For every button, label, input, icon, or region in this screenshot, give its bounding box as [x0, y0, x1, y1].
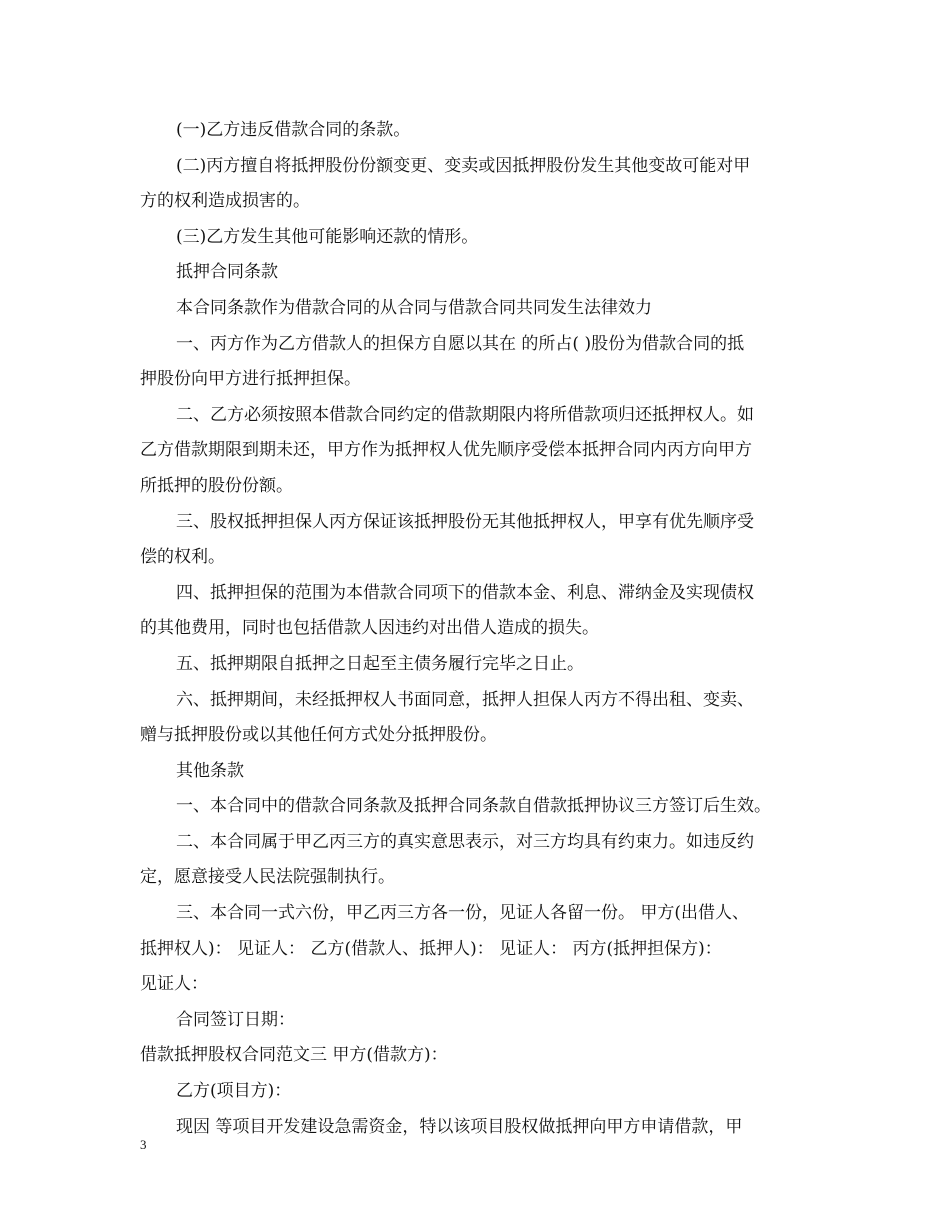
text-line: 押股份向甲方进行抵押担保。	[140, 369, 361, 390]
text-line: 定，愿意接受人民法院强制执行。	[140, 867, 395, 888]
text-line: 乙方借款期限到期未还，甲方作为抵押权人优先顺序受偿本抵押合同内丙方向甲方	[140, 440, 752, 461]
text-line: 所抵押的股份份额。	[140, 475, 293, 496]
text-line: (一)乙方违反借款合同的条款。	[176, 120, 411, 140]
text-line: 乙方(项目方)：	[176, 1081, 292, 1102]
text-line: 三、股权抵押担保人丙方保证该抵押股份无其他抵押权人，甲享有优先顺序受	[176, 511, 754, 532]
text-line: 本合同条款作为借款合同的从合同与借款合同共同发生法律效力	[176, 297, 652, 318]
text-line: 三、本合同一式六份，甲乙丙三方各一份，见证人各留一份。 甲方(出借人、	[176, 903, 750, 924]
text-line: 四、抵押担保的范围为本借款合同项下的借款本金、利息、滞纳金及实现债权	[176, 582, 754, 603]
page-number: 3	[140, 1137, 147, 1152]
text-line: 借款抵押股权合同范文三 甲方(借款方)：	[140, 1045, 448, 1066]
text-line: 的其他费用，同时也包括借款人因违约对出借人造成的损失。	[140, 618, 599, 639]
text-line: 二、本合同属于甲乙丙三方的真实意思表示，对三方均具有约束力。如违反约	[176, 831, 754, 852]
text-line: 一、丙方作为乙方借款人的担保方自愿以其在 的所占( )股份为借款合同的抵	[176, 333, 745, 354]
text-line: 见证人：	[140, 974, 208, 995]
text-line: 赠与抵押股份或以其他任何方式处分抵押股份。	[140, 725, 497, 746]
document-body	[140, 113, 820, 1145]
text-line: 合同签订日期：	[176, 1009, 295, 1030]
text-line: (三)乙方发生其他可能影响还款的情形。	[176, 226, 479, 247]
text-line: 现因 等项目开发建设急需资金，特以该项目股权做抵押向甲方申请借款，甲	[176, 1116, 743, 1137]
text-line: 一、本合同中的借款合同条款及抵押合同条款自借款抵押协议三方签订后生效。	[176, 796, 771, 817]
text-line: 抵押权人)： 见证人： 乙方(借款人、抵押人)： 见证人： 丙方(抵押担保方)：	[140, 938, 722, 959]
text-line: 五、抵押期限自抵押之日起至主债务履行完毕之日止。	[176, 653, 584, 674]
text-line: 抵押合同条款	[176, 262, 278, 283]
text-line: 六、抵押期间，未经抵押权人书面同意，抵押人担保人丙方不得出租、变卖、	[176, 689, 754, 710]
text-line: 二、乙方必须按照本借款合同约定的借款期限内将所借款项归还抵押权人。如	[176, 404, 754, 425]
text-line: (二)丙方擅自将抵押股份份额变更、变卖或因抵押股份发生其他变故可能对甲	[176, 155, 751, 176]
text-line: 方的权利造成损害的。	[140, 191, 310, 212]
text-line: 其他条款	[176, 760, 244, 781]
text-line: 偿的权利。	[140, 547, 225, 568]
